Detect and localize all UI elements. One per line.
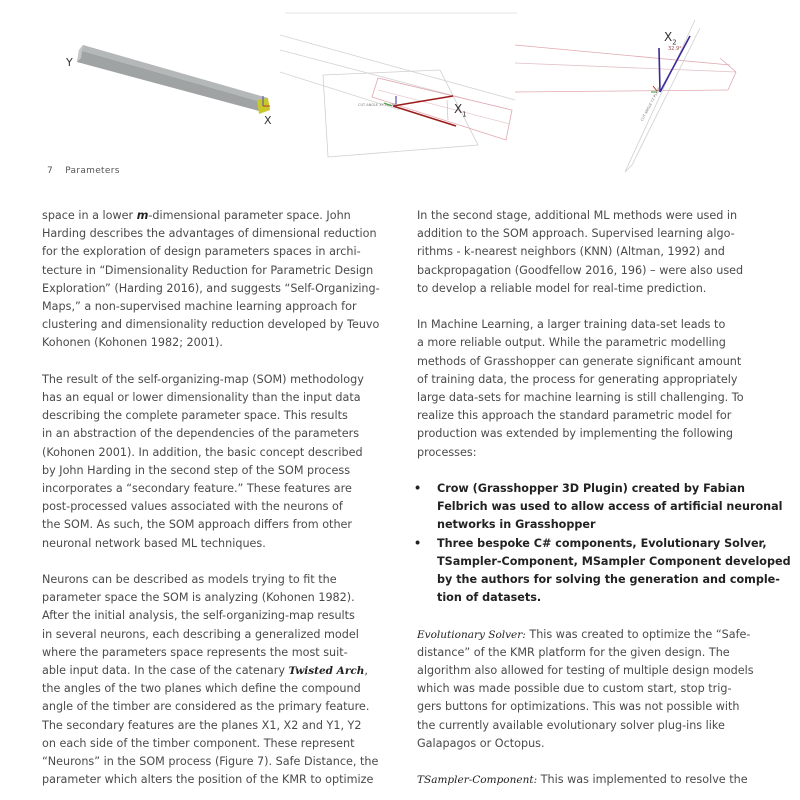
figure-7: [0, 0, 800, 190]
text-line: in several neurons, each describing a generalized model: [42, 627, 359, 641]
text-line: Exploration” (Harding 2016), and suggests “Self-Organizing-: [42, 281, 380, 295]
text-line: gers buttons for optimizations. This was not possible with: [417, 700, 740, 714]
text-line: Kohonen (Kohonen 1982; 2001).: [42, 336, 223, 350]
twisted-arch-term: Twisted Arch: [288, 665, 365, 678]
text-line: The result of the self-organizing-map (SOM) methodology: [42, 372, 364, 386]
text-line: space in a lower m-dimensional parameter space. John: [42, 209, 351, 222]
text-line: post-processed values associated with the neurons of: [42, 500, 343, 514]
right-column: [414, 207, 791, 789]
plane-label-x1: $X_1$: [454, 102, 467, 119]
text-line: for the exploration of design parameters spaces in archi-: [42, 245, 361, 259]
paragraph-dimensionality: [42, 207, 392, 353]
axis-label-x: X: [264, 114, 272, 127]
process-bullet-list: [414, 480, 791, 607]
bullet-icon: •: [414, 482, 422, 496]
text-line: algorithm also allowed for testing of multiple design models: [417, 664, 754, 678]
text-line: the currently available evolutionary solver plug-ins like: [417, 718, 725, 732]
text-line: of training data, the process for generating appropriately: [417, 372, 738, 386]
text-line: parameter space the SOM is analyzing (Kohonen 1982).: [42, 591, 355, 605]
figure-number: 7: [47, 166, 54, 176]
text-line: able input data. In the case of the catenary Twisted Arch,: [42, 664, 368, 678]
text-line: In Machine Learning, a larger training data-set leads to: [417, 318, 726, 332]
text-line: After the initial analysis, the self-organizing-map results: [42, 609, 355, 623]
tsampler-label: TSampler-Component:: [417, 774, 538, 787]
text-line: large data-sets for machine learning is still challenging. To: [417, 391, 744, 405]
text-line: (Kohonen 2001). In addition, the basic concept described: [42, 445, 363, 459]
text-line: production was extended by implementing the following: [417, 427, 734, 441]
text-line: where the parameters space represents the most suit-: [42, 645, 348, 659]
text-line: realize this approach the standard parametric model for: [417, 409, 732, 423]
text-line: incorporates a “secondary feature.” These features are: [42, 482, 352, 496]
text-line: Evolutionary Solver: This was created to optimize the “Safe-: [417, 627, 751, 641]
text-line: parameter which alters the position of the KMR to optimize: [42, 773, 374, 787]
list-item: • Crow (Grasshopper 3D Plugin) created by Fabian Felbrich was used to allow access of artificial neuronal networks in Grasshopper: [414, 482, 783, 532]
text-line: rithms - k-nearest neighbors (KNN) (Altman, 1992) and: [417, 245, 725, 259]
text-line: methods of Grasshopper can generate significant amount: [417, 354, 742, 368]
text-line: processes:: [417, 445, 477, 459]
angle-label: 32.9°: [668, 46, 682, 52]
plane-label-yz: CUT ANGLE YZ PLANE: [640, 86, 662, 122]
paragraph-som-result: [42, 371, 392, 553]
text-line: a more reliable output. While the parametric modelling: [417, 336, 726, 350]
plane-label-xy: CUT ANGLE XY PLANE: [358, 103, 397, 107]
text-line: clustering and dimensionality reduction developed by Teuvo: [42, 318, 380, 332]
list-item: • Three bespoke C# components, Evolutionary Solver, TSampler-Component, MSampler Component developed by the authors for solving the generation and comple- tion of datasets.: [414, 536, 791, 605]
plane-label-x2: $X_2$: [664, 30, 677, 47]
plane-x1-panel: [280, 13, 517, 157]
text-line: Neurons can be described as models trying to fit the: [42, 573, 337, 587]
paragraph-evolutionary-solver: [417, 626, 777, 753]
axis-label-y: Y: [66, 56, 73, 69]
text-line: by John Harding in the second step of the SOM process: [42, 463, 351, 477]
paragraph-second-stage: [417, 207, 777, 298]
figure-caption: [47, 166, 120, 176]
paragraph-neurons: [42, 571, 392, 789]
text-line: to develop a reliable model for real-time prediction.: [417, 281, 707, 295]
text-line: angle of the timber are considered as the primary feature.: [42, 700, 370, 714]
text-line: Maps,” a non-supervised machine learning approach for: [42, 300, 357, 314]
plane-x2-panel: [515, 20, 736, 172]
text-line: neuronal network based ML techniques.: [42, 536, 266, 550]
figure-diagrams: [0, 0, 800, 190]
text-line: Harding describes the advantages of dimensional reduction: [42, 227, 377, 241]
text-line: TSampler-Component: This was implemented to resolve the: [417, 773, 748, 787]
text-line: the angles of the two planes which define the compound: [42, 682, 361, 696]
text-line: tecture in “Dimensionality Reduction for Parametric Design: [42, 263, 374, 277]
text-line: In the second stage, additional ML methods were used in: [417, 209, 738, 222]
paragraph-machine-learning: [417, 316, 777, 462]
figure-title: Parameters: [65, 166, 120, 176]
text-line: which was made possible due to custom start, stop trig-: [417, 682, 732, 696]
text-line: Galapagos or Octopus.: [417, 736, 545, 750]
text-line: addition to the SOM approach. Supervised learning algo-: [417, 227, 735, 241]
left-column: [42, 207, 392, 789]
text-line: the SOM. As such, the SOM approach differs from other: [42, 518, 353, 532]
evolutionary-solver-label: Evolutionary Solver:: [417, 628, 526, 641]
paragraph-tsampler: [417, 771, 777, 789]
text-line: describing the complete parameter space. This results: [42, 409, 348, 423]
text-line: has an equal or lower dimensionality than the input data: [42, 391, 361, 405]
text-line: The secondary features are the planes X1, X2 and Y1, Y2: [42, 718, 362, 732]
text-line: in an abstraction of the dependencies of the parameters: [42, 427, 360, 441]
text-line: on each side of the timber component. These represent: [42, 736, 355, 750]
beam-panel: [77, 45, 270, 114]
text-line: “Neurons” in the SOM process (Figure 7). Safe Distance, the: [42, 755, 379, 769]
text-line: distance” of the KMR platform for the given design. The: [417, 645, 730, 659]
text-line: backpropagation (Goodfellow 2016, 196) – were also used: [417, 263, 744, 277]
bullet-icon: •: [414, 536, 422, 550]
